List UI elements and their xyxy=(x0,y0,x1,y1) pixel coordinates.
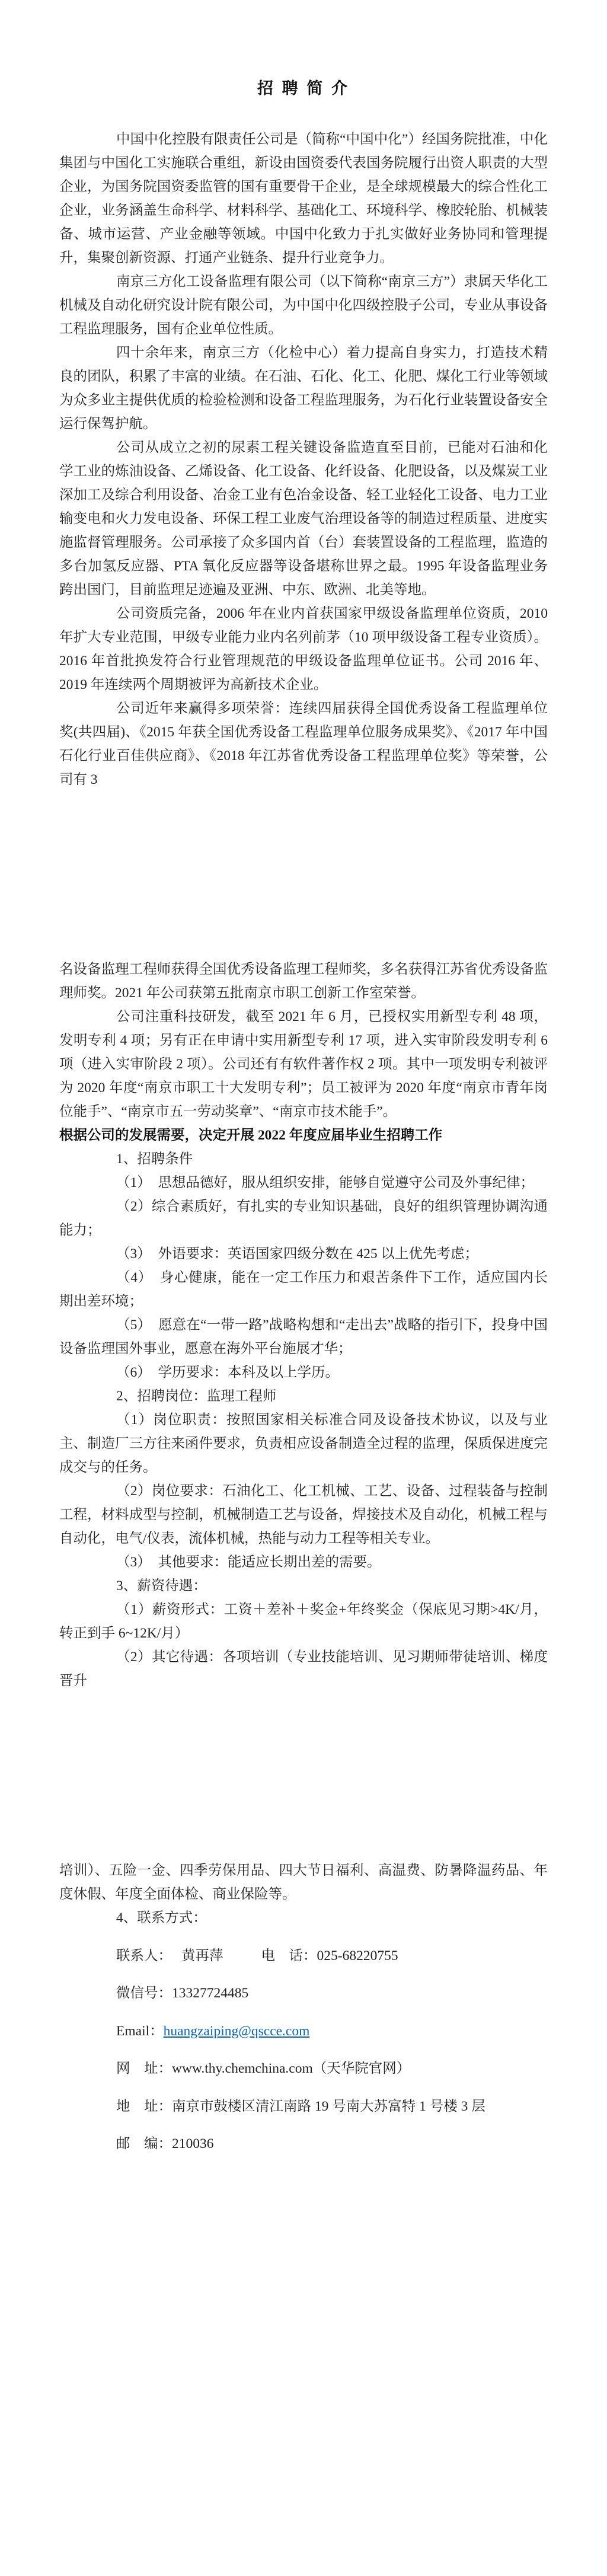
condition-item-1: （1） 思想品德好，服从组织安排，能够自觉遵守公司及外事纪律； xyxy=(116,1175,534,1190)
salary-item-2: （2）其它待遇：各项培训（专业技能培训、见习期师带徒培训、梯度晋升 xyxy=(59,1649,548,1688)
condition-item-5: （5） 愿意在“一带一路”战略构想和“走出去”战略的指引下，投身中国设备监理国外事业，愿意在海外平台施展才华； xyxy=(59,1317,548,1356)
contact-phone-label: 电 话： xyxy=(261,1948,317,1964)
intro-paragraph-2: 南京三方化工设备监理有限公司（以下简称“南京三方”）隶属天华化工机械及自动化研究设计院有限公司，为中国中化四级控股子公司，专业从事设备工程监理服务，国有企业单位性质。 xyxy=(59,274,548,337)
contact-email-line xyxy=(59,2019,548,2043)
intro-paragraph-1: 中国中化控股有限责任公司是（简称“中国中化”）经国务院批准，中化集团与中国化工实施联合重组，新设由国资委代表国务院履行出资人职责的大型企业，为国务院国资委监管的国有重要骨干企业，是全球规模最大的综合性化工企业，业务涵盖生命科学、材料科学、基础化工、环境科学、橡胶轮胎、机械装备、城市运营、产业金融等领域。中国中化致力于扎实做好业务协同和管理提升，集聚创新资源、打通产业链条、提升行业竞争力。 xyxy=(59,132,548,266)
intro-paragraph-7: 公司注重科技研发，截至 2021 年 6 月，已授权实用新型专利 48 项，发明专利 4 项；另有正在申请中实用新型专利 17 项，进入实审阶段发明专利 6 项（进入实审阶段 2 项）。公司还有有软件著作权 2 项。其中一项发明专利被评为 2020 年度“南京市职工十大发明专利”；员工被评为 2020 年度“南京市青年岗位能手”、“南京市五一劳动奖章”、“南京市技术能手”。 xyxy=(59,1009,548,1119)
contact-email-label: Email： xyxy=(116,2023,164,2039)
contact-postcode-line xyxy=(59,2132,548,2156)
contact-address-line xyxy=(59,2095,548,2118)
contact-wechat-value: 13327724485 xyxy=(172,1986,249,2001)
document-title: 招 聘 简 介 xyxy=(257,79,350,97)
contact-phone-value: 025-68220755 xyxy=(317,1948,398,1964)
salary-item-2-continuation: 培训）、五险一金、四季劳保用品、四大节日福利、高温费、防暑降温药品、年度休假、年度全面体检、商业保险等。 xyxy=(59,1863,548,1902)
contact-postcode-value: 210036 xyxy=(172,2136,214,2152)
section-4-heading: 4、联系方式： xyxy=(116,1910,207,1926)
position-item-3: （3） 其他要求：能适应长期出差的需要。 xyxy=(116,1554,381,1570)
intro-paragraph-3: 四十余年来，南京三方（化检中心）着力提高自身实力，打造技术精良的团队，积累了丰富的业绩。在石油、石化、化工、化肥、煤化工行业等领域为众多业主提供优质的检验检测和设备工程监理服务，为石化行业装置设备安全运行保驾护航。 xyxy=(59,345,548,432)
contact-wechat-line xyxy=(59,1981,548,2005)
section-3-heading: 3、薪资待遇： xyxy=(116,1578,207,1594)
contact-address-label: 地 址： xyxy=(116,2098,172,2114)
condition-item-2: （2）综合素质好，有扎实的专业知识基础，良好的组织管理协调沟通能力； xyxy=(59,1199,548,1238)
condition-item-6: （6） 学历要求：本科及以上学历。 xyxy=(116,1365,339,1380)
contact-person-phone-line xyxy=(59,1944,548,1968)
salary-item-1: （1）薪资形式：工资＋差补＋奖金+年终奖金（保底见习期>4K/月，转正到手 6~12K/月） xyxy=(59,1602,548,1641)
condition-item-3: （3） 外语要求：英语国家四级分数在 425 以上优先考虑； xyxy=(116,1246,478,1262)
page-break-gap-2 xyxy=(59,1693,548,1859)
condition-item-4: （4） 身心健康，能在一定工作压力和艰苦条件下工作，适应国内长期出差环境； xyxy=(59,1270,548,1309)
contact-website-line xyxy=(59,2057,548,2080)
contact-website-value: www.thy.chemchina.com（天华院官网） xyxy=(172,2061,411,2076)
intro-paragraph-6-part2: 名设备监理工程师获得全国优秀设备监理工程师奖，多名获得江苏省优秀设备监理师奖。2021 年公司获第五批南京市职工创新工作室荣誉。 xyxy=(59,962,548,1001)
contact-postcode-label: 邮 编： xyxy=(116,2136,172,2152)
section-2-heading: 2、招聘岗位：监理工程师 xyxy=(116,1388,277,1404)
recruitment-announcement-heading: 根据公司的发展需要，决定开展 2022 年度应届毕业生招聘工作 xyxy=(59,1128,443,1143)
position-item-2: （2）岗位要求：石油化工、化工机械、工艺、设备、过程装备与控制工程，材料成型与控制，机械制造工艺与设备，焊接技术及自动化，机械工程与自动化，电气/仪表，流体机械，热能与动力工程等相关专业。 xyxy=(59,1483,548,1546)
intro-paragraph-5: 公司资质完备，2006 年在业内首获国家甲级设备监理单位资质，2010 年扩大专业范围，甲级专业能力业内名列前茅（10 项甲级设备工程专业资质）。2016 年首批换发符合行业管理规范的甲级设备监理单位证书。公司 2016 年、2019 年连续两个周期被评为高新技术企业。 xyxy=(59,606,548,692)
intro-paragraph-4: 公司从成立之初的尿素工程关键设备监造直至目前，已能对石油和化学工业的炼油设备、乙烯设备、化工设备、化纤设备、化肥设备，以及煤炭工业深加工及综合利用设备、冶金工业有色冶金设备、轻工业轻化工设备、电力工业输变电和火力发电设备、环保工程工业废气治理设备等的制造过程质量、进度实施监督管理服务。公司承接了众多国内首（台）套装置设备的工程监理，监造的多台加氢反应器、PTA 氧化反应器等设备堪称世界之最。1995 年设备监理业务跨出国门，目前监理足迹遍及亚洲、中东、欧洲、北美等地。 xyxy=(59,440,548,598)
position-item-1: （1）岗位职责：按照国家相关标准合同及设备技术协议，以及与业主、制造厂三方往来函件要求，负责相应设备制造全过程的监理，保质保进度完成交与的任务。 xyxy=(59,1412,548,1475)
contact-website-label: 网 址： xyxy=(116,2061,172,2076)
contact-person-value: 黄再萍 xyxy=(181,1948,223,1964)
contact-address-value: 南京市鼓楼区清江南路 19 号南大苏富特 1 号楼 3 层 xyxy=(172,2098,485,2114)
page-break-gap-1 xyxy=(59,791,548,957)
contact-person-label: 联系人： xyxy=(116,1948,172,1964)
section-1-heading: 1、招聘条件 xyxy=(116,1151,193,1167)
email-link[interactable]: huangzaiping@qscce.com xyxy=(163,2023,310,2039)
contact-wechat-label: 微信号： xyxy=(116,1986,172,2001)
intro-paragraph-6-part1: 公司近年来赢得多项荣誉：连续四届获得全国优秀设备工程监理单位奖(共四届)、《2015 年获全国优秀设备工程监理单位服务成果奖》、《2017 年中国石化行业百佳供应商》、《2018 年江苏省优秀设备工程监理单位奖》等荣誉，公司有 3 xyxy=(59,701,548,787)
